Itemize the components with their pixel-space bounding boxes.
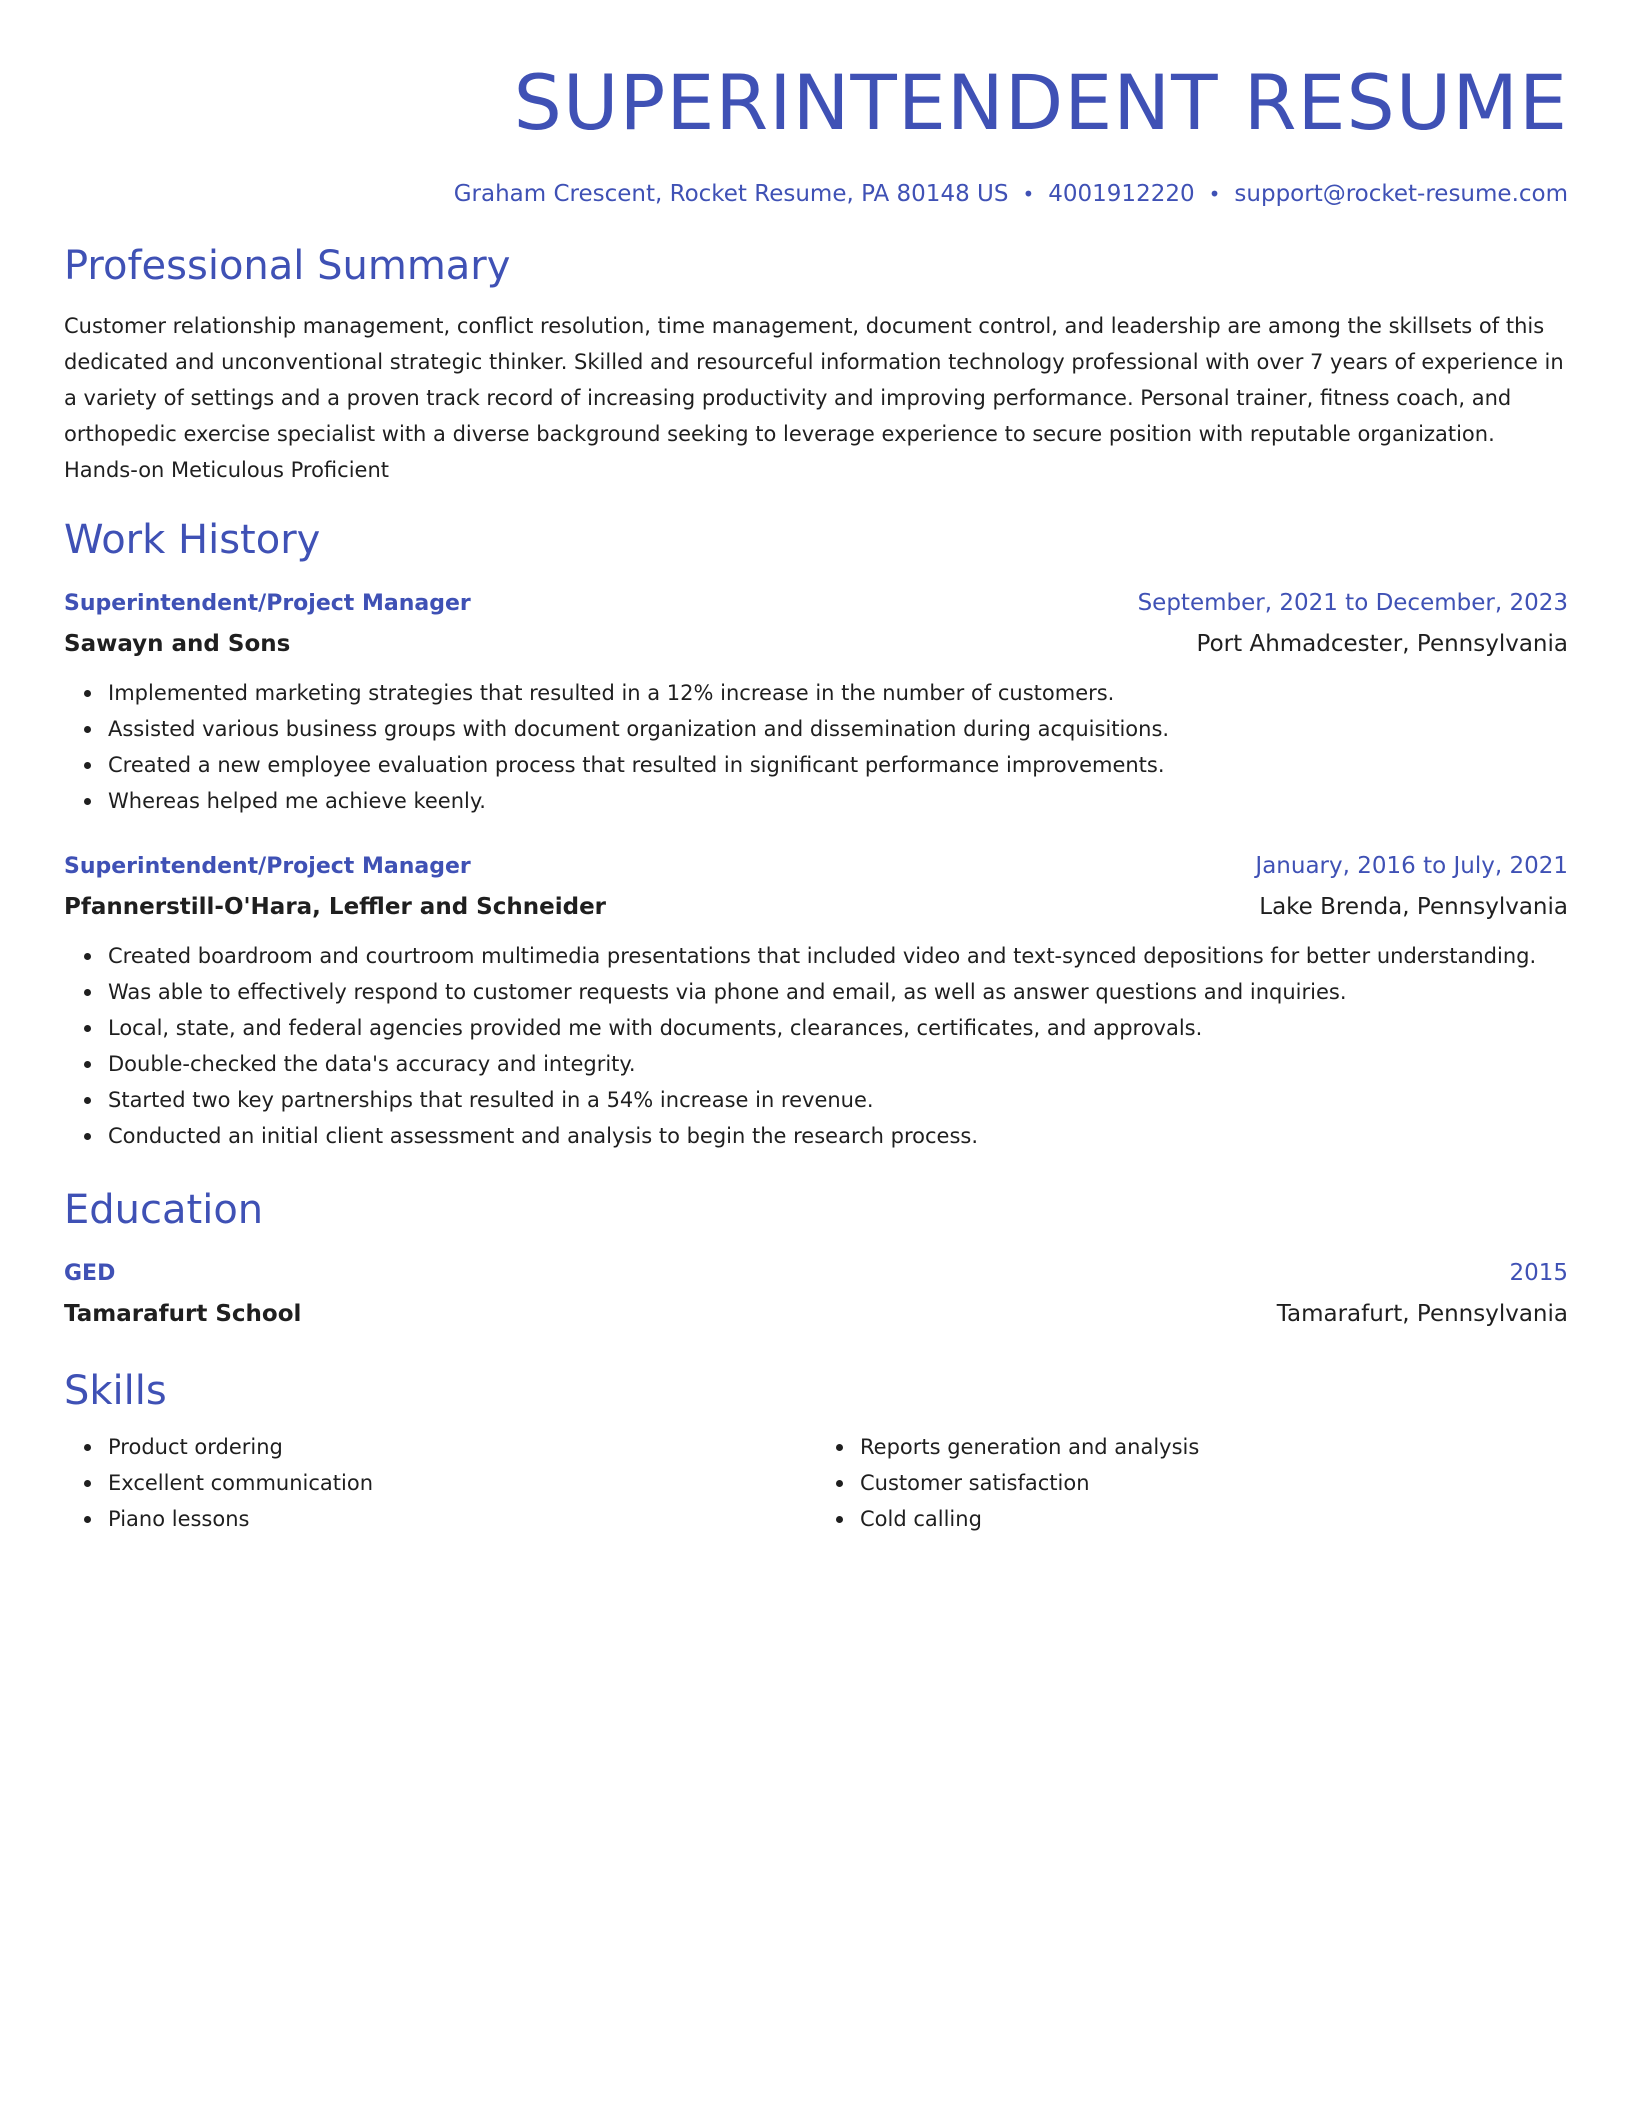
education-school: Tamarafurt School [64,1301,302,1327]
list-item: Double-checked the data's accuracy and integrity. [108,1046,1568,1082]
job-title: Superintendent/Project Manager [64,591,471,616]
skills-list [816,1429,1568,1537]
job-company-row [64,623,1568,665]
job-company: Pfannerstill-O'Hara, Leffler and Schneider [64,894,607,920]
resume-title: SUPERINTENDENT RESUME [513,58,1568,147]
summary-paragraph: Customer relationship management, conflict resolution, time management, document control, and leadership are among the skillsets of this dedicated and unconventional strategic thinker. Skilled and resourceful information technology professional with over 7 years of experience in a variety of settings and a proven track record of increasing productivity and improving performance. Personal trainer, fitness coach, and orthopedic exercise specialist with a diverse background seeking to leverage experience to secure position with reputable organization. [64,314,1564,446]
list-item: Was able to effectively respond to customer requests via phone and email, as well as answer questions and inquiries. [108,974,1568,1010]
education-location: Tamarafurt, Pennsylvania [1276,1301,1568,1327]
list-item: Reports generation and analysis [860,1429,1568,1465]
list-item: Assisted various business groups with document organization and dissemination during acquisitions. [108,711,1568,747]
contact-separator: • [1022,182,1035,206]
education-degree: GED [64,1261,116,1286]
summary-text [64,308,1568,488]
section-heading-education: Education [64,1187,264,1233]
skills-grid [64,1429,1568,1537]
list-item: Local, state, and federal agencies provided me with documents, clearances, certificates, and approvals. [108,1010,1568,1046]
list-item: Created boardroom and courtroom multimedia presentations that included video and text-synced depositions for better understanding. [108,938,1568,974]
professional-summary-section [64,238,1568,488]
section-heading-work: Work History [64,517,321,563]
job-duties-list [64,938,1568,1154]
job-location: Lake Brenda, Pennsylvania [1259,894,1568,920]
job-company: Sawayn and Sons [64,631,291,657]
skills-column-right [816,1429,1568,1537]
list-item: Product ordering [108,1429,816,1465]
job-duties-list [64,675,1568,819]
contact-email: support@rocket-resume.com [1234,181,1568,207]
contact-phone: 4001912220 [1048,181,1195,207]
summary-traits: Hands-on Meticulous Proficient [64,458,389,482]
education-school-row [64,1293,1568,1335]
job-entry [64,847,1568,1154]
job-dates: January, 2016 to July, 2021 [1255,853,1568,879]
list-item: Excellent communication [108,1465,816,1501]
job-title: Superintendent/Project Manager [64,854,471,879]
section-heading-skills: Skills [64,1368,167,1414]
list-item: Customer satisfaction [860,1465,1568,1501]
list-item: Conducted an initial client assessment and analysis to begin the research process. [108,1118,1568,1154]
list-item: Cold calling [860,1501,1568,1537]
skills-list [64,1429,816,1537]
list-item: Started two key partnerships that resulted in a 54% increase in revenue. [108,1082,1568,1118]
skills-column-left [64,1429,816,1537]
education-year: 2015 [1509,1260,1568,1286]
job-company-row [64,886,1568,928]
work-history-section [64,512,1568,1154]
job-title-row [64,584,1568,623]
job-dates: September, 2021 to December, 2023 [1137,590,1568,616]
list-item: Implemented marketing strategies that resulted in a 12% increase in the number of customers. [108,675,1568,711]
skills-section [64,1363,1568,1537]
contact-separator: • [1208,182,1221,206]
job-entry [64,584,1568,819]
list-item: Whereas helped me achieve keenly. [108,783,1568,819]
education-degree-row [64,1254,1568,1293]
list-item: Created a new employee evaluation process that resulted in significant performance improvements. [108,747,1568,783]
contact-address: Graham Crescent, Rocket Resume, PA 80148 US [453,181,1009,207]
education-section [64,1182,1568,1335]
section-heading-summary: Professional Summary [64,243,511,289]
resume-header [64,48,1568,210]
job-title-row [64,847,1568,886]
contact-line [64,178,1568,210]
job-location: Port Ahmadcester, Pennsylvania [1196,631,1568,657]
education-entry [64,1254,1568,1335]
list-item: Piano lessons [108,1501,816,1537]
